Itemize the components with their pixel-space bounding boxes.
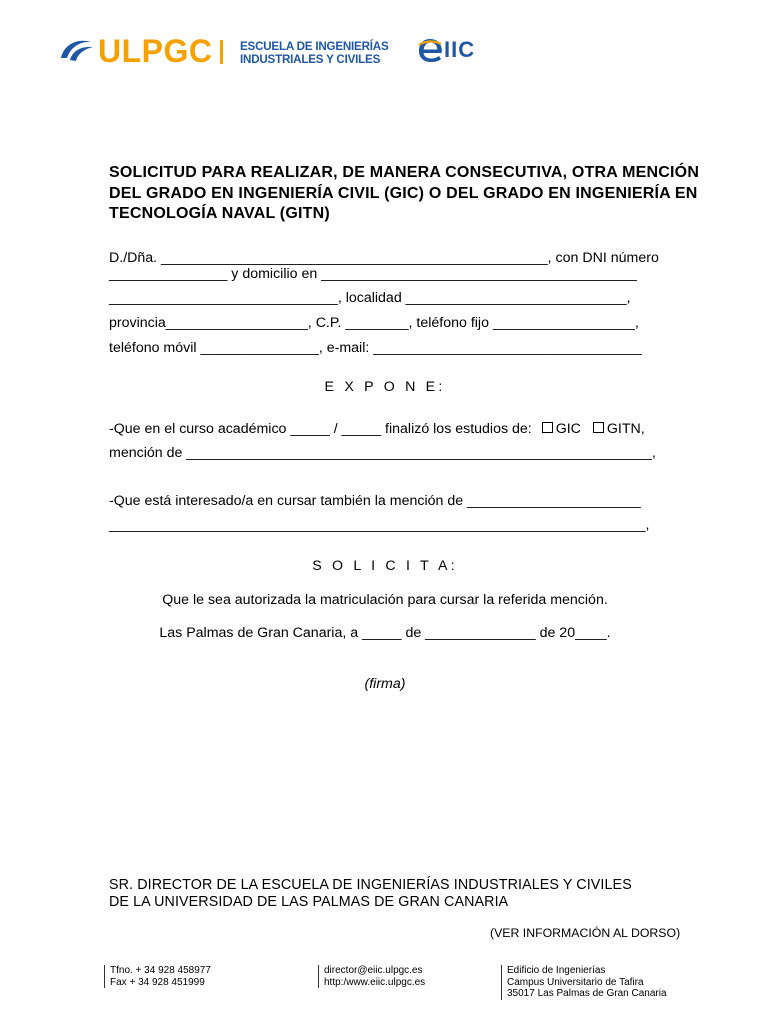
expone-mention-line: mención de ___________________________________________________________, [109,445,656,461]
footer-phone: Tfno. + 34 928 458977 [110,965,211,976]
footer-building: Edificio de Ingenierías [507,965,606,976]
eiic-logo [417,32,475,68]
form-line-locality: _____________________________, localidad ____________________________, [109,290,631,306]
solicita-heading: S O L I C I T A: [312,558,458,574]
eiic-e-icon [417,35,443,65]
footer-web-block [318,965,425,988]
form-line-name: D./Dña. _________________________________________________, con DNI número [109,250,659,266]
form-line-address: _______________ y domicilio en ________________________________________ [109,266,637,282]
ulpgc-logo [58,34,213,68]
footer-address-block [501,965,667,1000]
ulpgc-swoosh-icon [58,36,96,66]
reverse-note: (VER INFORMACIÓN AL DORSO) [490,926,681,940]
footer-fax: Fax + 34 928 451999 [110,976,205,988]
solicita-request: Que le sea autorizada la matriculación para cursar la referida mención. [162,592,608,608]
expone-interest-line2: ____________________________________________________________________, [109,517,650,533]
document-title: SOLICITUD PARA REALIZAR, DE MANERA CONSECUTIVA, OTRA MENCIÓN DEL GRADO EN INGENIERÍA CIVIL (GIC) O DEL GRADO EN INGENIERÍA EN TECNOLOGÍA NAVAL (GITN) [109,164,700,222]
course-text: -Que en el curso académico _____ / _____ finalizó los estudios de: [109,421,532,437]
place-date-line: Las Palmas de Gran Canaria, a _____ de ______________ de 20____. [159,625,611,641]
ulpgc-logo-text: ULPGC [98,32,213,69]
checkbox-gic[interactable] [542,422,553,433]
addressee-line1: SR. DIRECTOR DE LA ESCUELA DE INGENIERÍAS INDUSTRIALES Y CIVILES [109,877,632,893]
signature-label: (firma) [364,676,406,692]
school-name [240,41,389,66]
option-gic-label: GIC [555,421,581,437]
footer-campus: Campus Universitario de Tafira [507,976,644,988]
eiic-logo-text: IIC [444,37,476,62]
school-name-line2: INDUSTRIALES Y CIVILES [240,52,381,66]
form-line-province: provincia__________________, C.P. ________, teléfono fijo __________________, [109,315,639,331]
checkbox-gitn[interactable] [593,422,604,433]
footer-web[interactable]: http:/www.eiic.ulpgc.es [324,976,426,988]
footer-email[interactable]: director@eiic.ulpgc.es [324,965,423,976]
option-gitn-label: GITN, [606,421,645,437]
expone-course-line [109,421,645,437]
addressee-line2: DE LA UNIVERSIDAD DE LAS PALMAS DE GRAN CANARIA [109,894,509,910]
school-name-line1: ESCUELA DE INGENIERÍAS [240,40,389,53]
footer-city: 35017 Las Palmas de Gran Canaria [507,988,667,999]
logo-divider [220,40,223,64]
expone-heading: E X P O N E: [324,379,446,395]
addressee [109,877,632,911]
expone-interest-line: -Que está interesado/a en cursar también la mención de ______________________ [109,493,641,509]
footer-phone-block [104,965,211,988]
form-line-contact: teléfono móvil _______________, e-mail: __________________________________ [109,340,642,356]
